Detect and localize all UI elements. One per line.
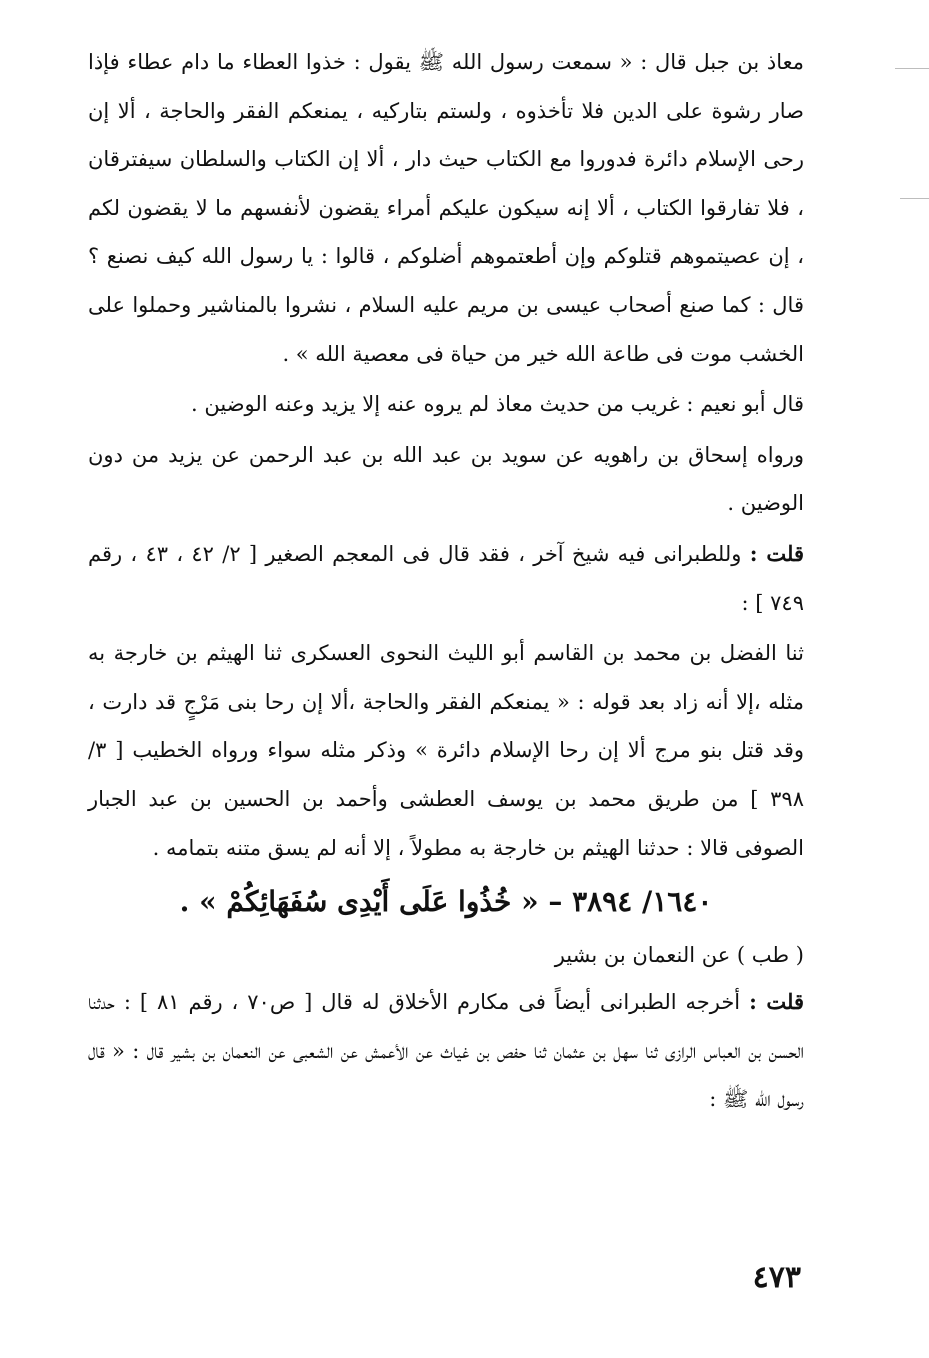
tabarani-note-text: وللطبرانى فيه شيخ آخر ، فقد قال فى المعجم الصغير [ ٢/ ٤٢ ، ٤٣ ، رقم ٧٤٩ ] : (88, 541, 804, 615)
tabarani-note-lead: قلت : (749, 540, 804, 566)
final-paragraph (88, 978, 804, 1124)
final-paragraph-lead: قلت : (749, 989, 804, 1015)
page-number: ٤٧٣ (752, 1260, 801, 1295)
isnad-paragraph: ثنا الفضل بن محمد بن القاسم أبو الليث النحوى العسكرى ثنا الهيثم بن خارجة به مثله ،إلا أنه زاد بعد قوله : « يمنعكم الفقر والحاجة ،ألا إن رحا بنى مَرْجٍ قد دارت ، وقد قتل بنو مرج ألا إن رحا الإسلام دائرة » وذكر مثله سواء ورواه الخطيب [ ٣/ ٣٩٨ ] من طريق محمد بن يوسف العطشى وأحمد بن الحسين بن عبد الجبار الصوفى قالا : حدثنا الهيثم بن خارجة به مطولاً ، إلا أنه لم يسق متنه بتمامه . (88, 641, 804, 860)
page-body (88, 38, 804, 1124)
ishaq-paragraph: ورواه إسحاق بن راهويه عن سويد بن عبد الله بن عبد الرحمن عن يزيد من دون الوضين . (88, 442, 804, 516)
tabarani-note-paragraph (88, 530, 804, 627)
margin-mark-middle (900, 198, 929, 199)
hadith-heading: ١٦٤٠/ ٣٨٩٤ – « خُذُوا عَلَى أَيْدِى سُفَهَائِكُمْ » . (179, 885, 713, 919)
final-paragraph-text: أخرجه الطبرانى أيضاً فى مكارم الأخلاق له قال [ ص٧٠ ، رقم ٨١ ] : حدثنا الحسن بن العباس الرازى ثنا سهل بن عثمان ثنا حفص بن غياث عن الأعمش عن الشعبى عن النعمان بن بشير قال : « قال رسول الله ﷺ : (88, 990, 804, 1112)
hadith-source: ( طب ) عن النعمان بن بشير (554, 943, 804, 968)
margin-mark-top (895, 68, 929, 69)
hadith-text-paragraph: معاذ بن جبل قال : « سمعت رسول الله ﷺ يقول : خذوا العطاء ما دام عطاء فإذا صار رشوة على الدين فلا تأخذوه ، ولستم بتاركيه ، يمنعكم الفقر والحاجة ، ألا إن رحى الإسلام دائرة فدوروا مع الكتاب حيث دار ، ألا إن الكتاب والسلطان سيفترقان ، فلا تفارقوا الكتاب ، ألا إنه سيكون عليكم أمراء يقضون لأنفسهم ما لا يقضون لكم ، إن عصيتموهم قتلوكم وإن أطعتموهم أضلوكم ، قالوا : يا رسول الله كيف نصنع ؟ قال : كما صنع أصحاب عيسى بن مريم عليه السلام ، نشروا بالمناشير وحملوا على الخشب موت فى طاعة الله خير من حياة فى معصية الله » . (88, 50, 804, 366)
abu-nuaym-paragraph: قال أبو نعيم : غريب من حديث معاذ لم يروه عنه إلا يزيد وعنه الوضين . (191, 392, 804, 417)
